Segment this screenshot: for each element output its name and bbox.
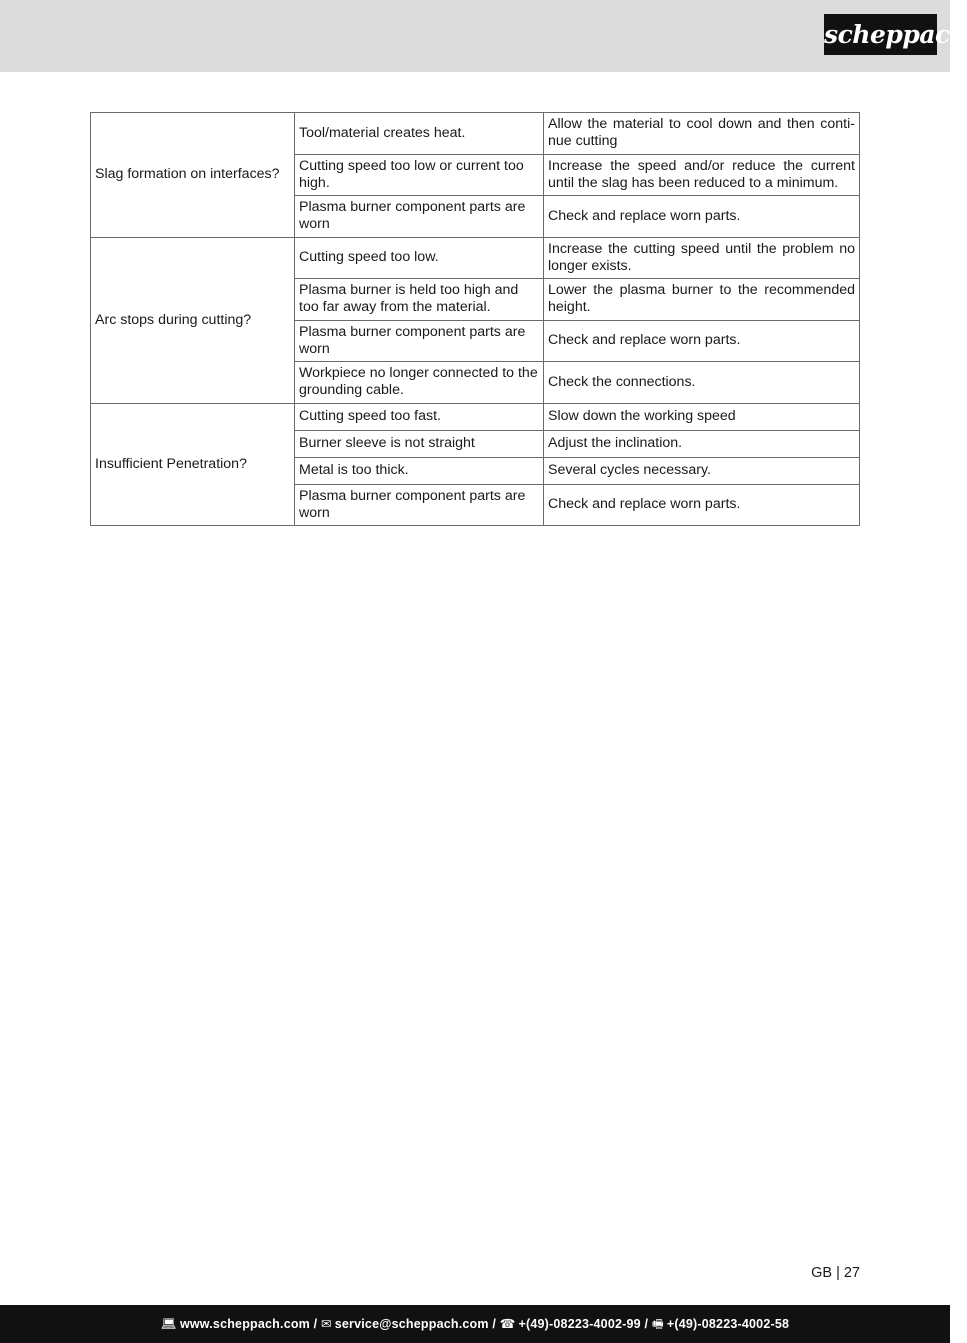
fault-cell: Slag formation on interfaces? xyxy=(91,113,295,238)
remedy-cell: Allow the material to cool down and then conti-nue cutting xyxy=(544,113,860,155)
footer-contact-bar xyxy=(0,1305,950,1343)
table-row xyxy=(91,403,860,430)
troubleshooting-table xyxy=(90,112,860,526)
remedy-cell: Check and replace worn parts. xyxy=(544,196,860,238)
remedy-cell: Lower the plasma burner to the recommended height. xyxy=(544,279,860,321)
remedy-cell: Adjust the inclination. xyxy=(544,430,860,457)
telephone-icon: ☎ xyxy=(499,1317,516,1331)
cause-cell: Plasma burner component parts are worn xyxy=(295,484,544,526)
remedy-cell: Slow down the working speed xyxy=(544,403,860,430)
remedy-cell: Check and replace worn parts. xyxy=(544,484,860,526)
remedy-cell: Increase the cutting speed until the problem no longer exists. xyxy=(544,237,860,279)
fault-cell: Arc stops during cutting? xyxy=(91,237,295,403)
remedy-cell: Several cycles necessary. xyxy=(544,457,860,484)
remedy-cell: Check the connections. xyxy=(544,362,860,404)
cause-cell: Plasma burner is held too high and too far away from the material. xyxy=(295,279,544,321)
table-row xyxy=(91,113,860,155)
cause-cell: Cutting speed too low or current too high. xyxy=(295,154,544,196)
cause-cell: Plasma burner component parts are worn xyxy=(295,320,544,362)
table-row xyxy=(91,237,860,279)
footer-fax: +(49)-08223-4002-58 xyxy=(666,1317,790,1331)
remedy-cell: Check and replace worn parts. xyxy=(544,320,860,362)
cause-cell: Workpiece no longer connected to the grounding cable. xyxy=(295,362,544,404)
cause-cell: Tool/material creates heat. xyxy=(295,113,544,155)
scheppach-logo: scheppach xyxy=(824,14,937,55)
fax-icon: 🖷︎ xyxy=(651,1317,664,1331)
remedy-cell: Increase the speed and/or reduce the current until the slag has been reduced to a minimum. xyxy=(544,154,860,196)
page-number: GB | 27 xyxy=(811,1265,860,1281)
cause-cell: Plasma burner component parts are worn xyxy=(295,196,544,238)
cause-cell: Cutting speed too low. xyxy=(295,237,544,279)
cause-cell: Cutting speed too fast. xyxy=(295,403,544,430)
envelope-icon: ✉ xyxy=(321,1317,332,1331)
footer-email[interactable]: service@scheppach.com / xyxy=(334,1317,497,1331)
footer-phone: +(49)-08223-4002-99 / xyxy=(518,1317,649,1331)
footer-website[interactable]: www.scheppach.com / xyxy=(179,1317,318,1331)
laptop-icon: 💻︎ xyxy=(160,1317,177,1331)
cause-cell: Burner sleeve is not straight xyxy=(295,430,544,457)
header-band xyxy=(0,0,967,72)
cause-cell: Metal is too thick. xyxy=(295,457,544,484)
fault-cell: Insufficient Penetration? xyxy=(91,403,295,526)
